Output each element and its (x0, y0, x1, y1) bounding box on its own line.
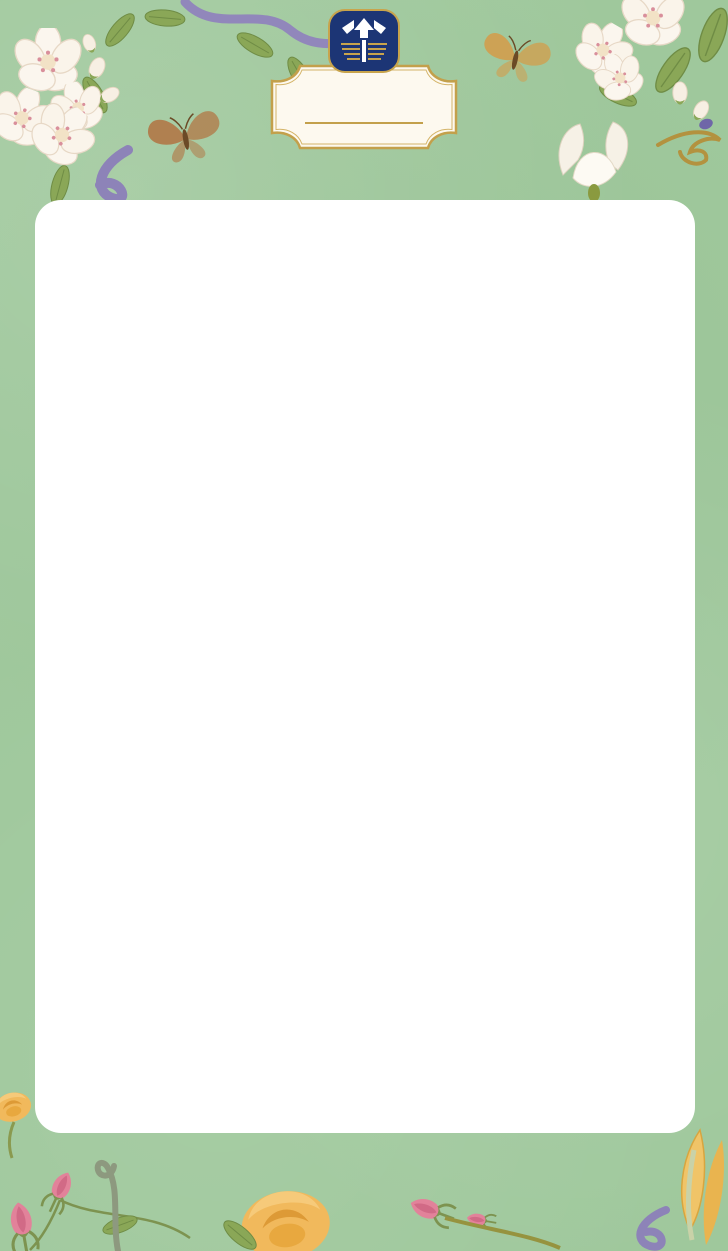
curled-stem (98, 1163, 118, 1251)
magnolia-flower (559, 122, 628, 202)
butterfly-icon (478, 31, 553, 86)
gold-scroll (658, 132, 720, 164)
verification-qr-code (480, 858, 650, 1028)
transaction-code-line (60, 327, 668, 354)
receipt-card (35, 200, 695, 1133)
yellow-lily (640, 1130, 724, 1247)
baac-bank-logo-icon (327, 8, 401, 79)
floral-decoration-top-right (468, 0, 728, 215)
butterfly-icon (146, 109, 225, 166)
qr-block (480, 858, 650, 1042)
badge-divider (305, 122, 423, 124)
